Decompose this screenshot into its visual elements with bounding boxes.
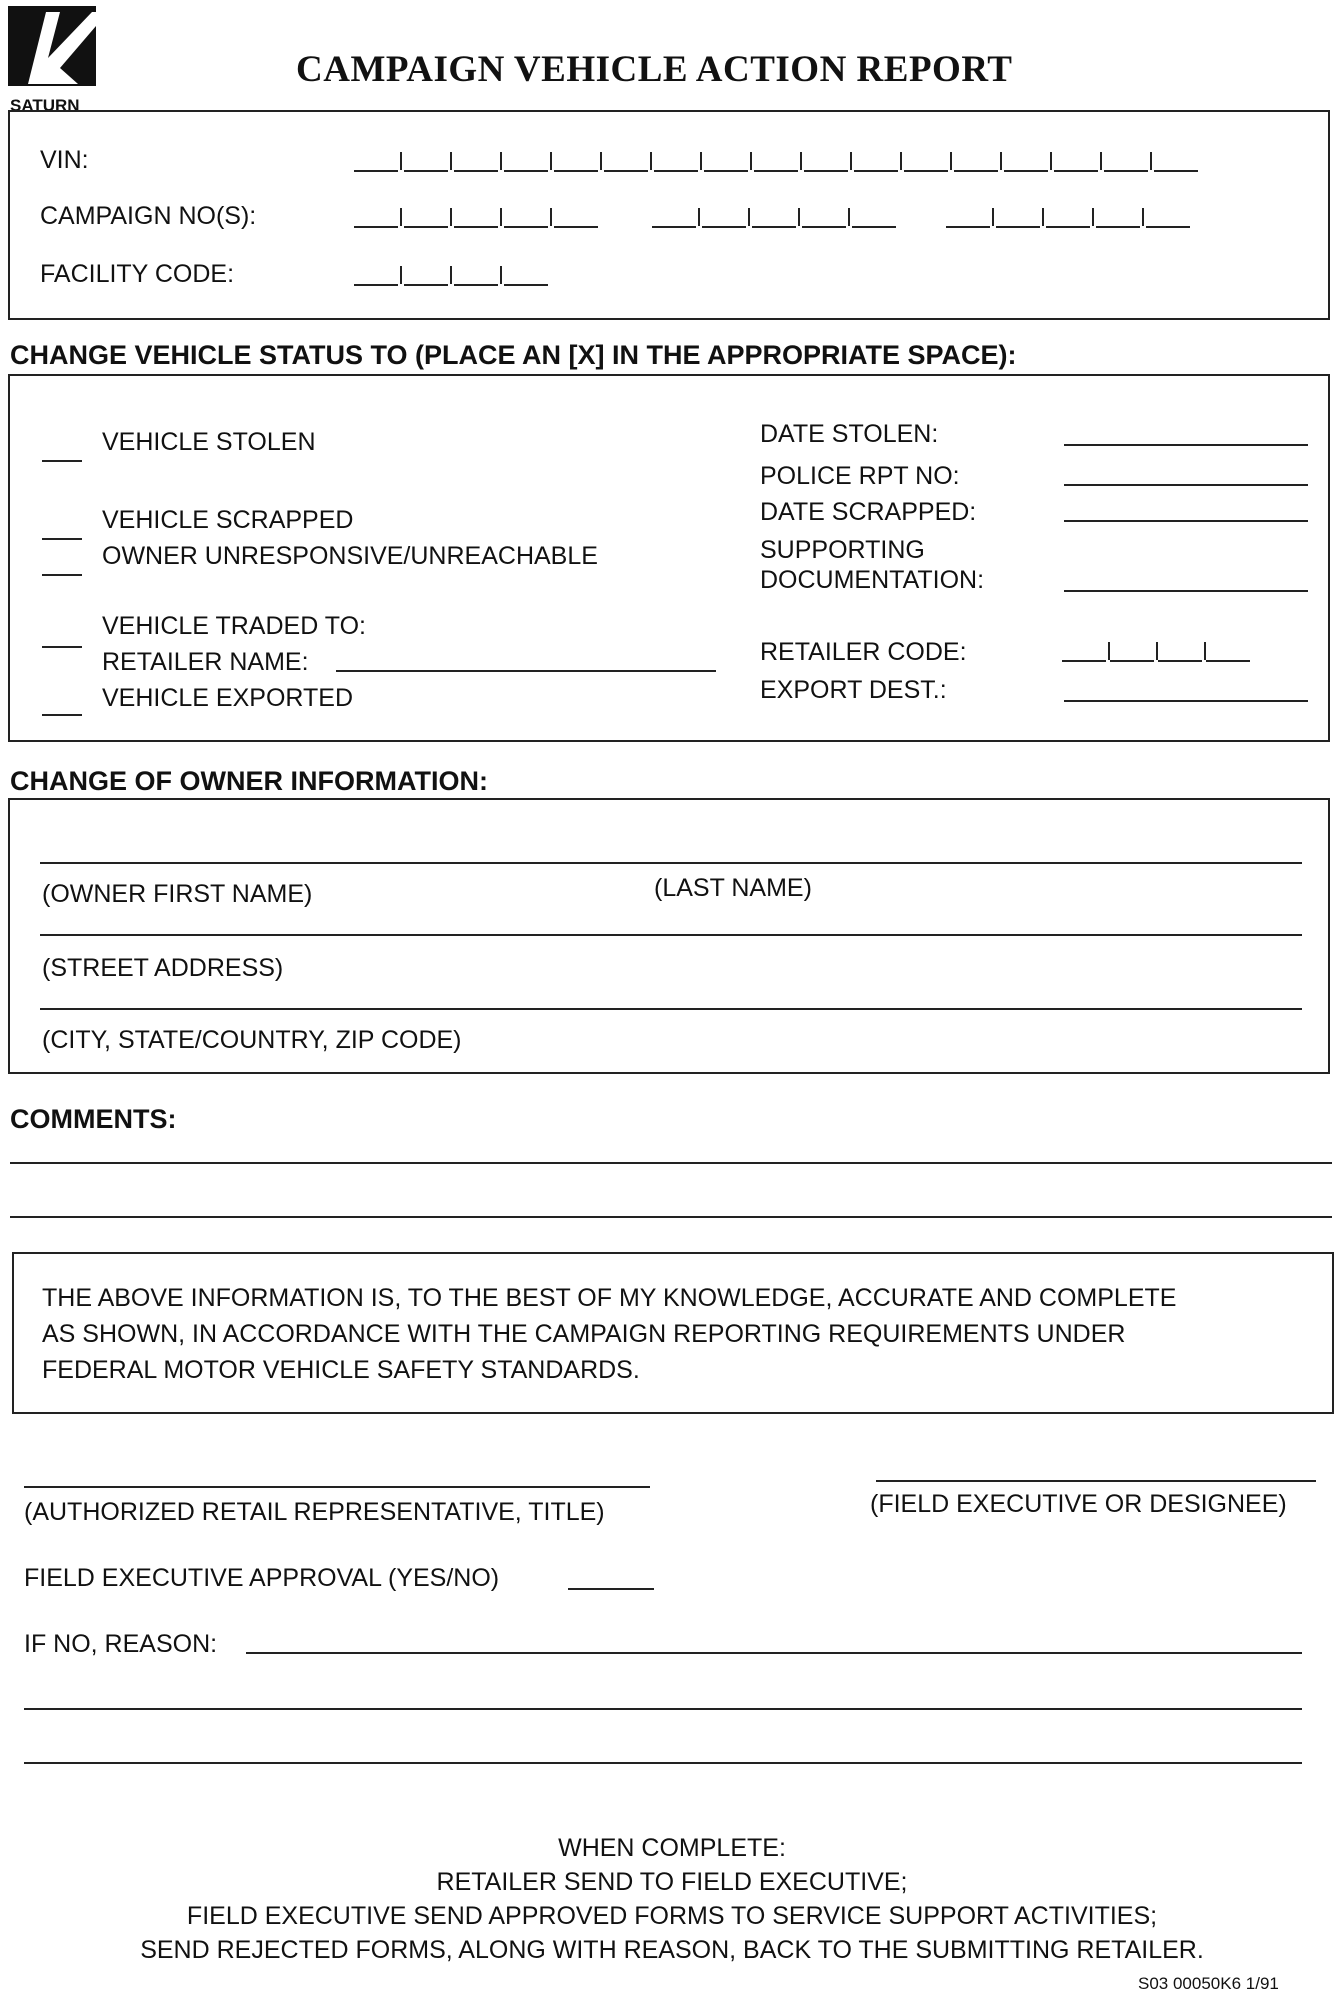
city-line[interactable] (40, 1008, 1302, 1010)
export-dest-label: EXPORT DEST.: (760, 676, 947, 704)
certification-line-1: THE ABOVE INFORMATION IS, TO THE BEST OF MY KNOWLEDGE, ACCURATE AND COMPLETE (42, 1284, 1177, 1312)
saturn-logo-icon (8, 6, 108, 96)
exported-checkbox[interactable] (42, 714, 82, 716)
comments-line-2[interactable] (10, 1216, 1332, 1218)
saturn-logo (8, 6, 108, 96)
street-address-line[interactable] (40, 934, 1302, 936)
retailer-code-field[interactable] (1062, 632, 1250, 662)
stolen-checkbox[interactable] (42, 460, 82, 462)
scrapped-option: VEHICLE SCRAPPED (102, 506, 354, 534)
form-number: S03 00050K6 1/91 (1138, 1974, 1279, 1993)
instructions-line-1: WHEN COMPLETE: (558, 1834, 786, 1862)
owner-name-line[interactable] (40, 862, 1302, 864)
comments-line-1[interactable] (10, 1162, 1332, 1164)
owner-heading: CHANGE OF OWNER INFORMATION: (10, 766, 488, 796)
police-rpt-line[interactable] (1064, 484, 1308, 486)
reason-line-1[interactable] (246, 1652, 1302, 1654)
field-exec-signature-line[interactable] (876, 1480, 1316, 1482)
approval-label: FIELD EXECUTIVE APPROVAL (YES/NO) (24, 1564, 500, 1592)
stolen-option: VEHICLE STOLEN (102, 428, 316, 456)
certification-line-3: FEDERAL MOTOR VEHICLE SAFETY STANDARDS. (42, 1356, 640, 1384)
reason-line-2[interactable] (24, 1708, 1302, 1710)
unresponsive-checkbox[interactable] (42, 574, 82, 576)
certification-line-2: AS SHOWN, IN ACCORDANCE WITH THE CAMPAIGN REPORTING REQUIREMENTS UNDER (42, 1320, 1126, 1348)
unresponsive-option: OWNER UNRESPONSIVE/UNREACHABLE (102, 542, 598, 570)
retail-rep-label: (AUTHORIZED RETAIL REPRESENTATIVE, TITLE) (24, 1498, 605, 1526)
campaign-field-3[interactable] (946, 198, 1190, 228)
campaign-label: CAMPAIGN NO(S): (40, 202, 257, 230)
documentation-label: DOCUMENTATION: (760, 566, 985, 594)
reason-label: IF NO, REASON: (24, 1630, 218, 1658)
owner-last-name-label: (LAST NAME) (654, 874, 812, 902)
facility-field[interactable] (354, 256, 548, 286)
instructions-line-2: RETAILER SEND TO FIELD EXECUTIVE; (436, 1868, 908, 1896)
export-dest-line[interactable] (1064, 700, 1308, 702)
city-label: (CITY, STATE/COUNTRY, ZIP CODE) (42, 1026, 462, 1054)
comments-heading: COMMENTS: (10, 1104, 177, 1134)
brand-name: SATURN (10, 96, 80, 115)
police-rpt-label: POLICE RPT NO: (760, 462, 960, 490)
campaign-field-2[interactable] (652, 198, 896, 228)
date-scrapped-label: DATE SCRAPPED: (760, 498, 977, 526)
status-heading: CHANGE VEHICLE STATUS TO (PLACE AN [X] IN THE APPROPRIATE SPACE): (10, 340, 1017, 370)
scrapped-checkbox[interactable] (42, 538, 82, 540)
traded-checkbox[interactable] (42, 646, 82, 648)
vin-field[interactable] (354, 142, 1198, 172)
reason-line-3[interactable] (24, 1762, 1302, 1764)
retailer-name-line[interactable] (336, 670, 716, 672)
vin-label: VIN: (40, 146, 89, 174)
date-stolen-line[interactable] (1064, 444, 1308, 446)
supporting-label: SUPPORTING (760, 536, 925, 564)
campaign-field-1[interactable] (354, 198, 598, 228)
retailer-code-label: RETAILER CODE: (760, 638, 967, 666)
page-title: CAMPAIGN VEHICLE ACTION REPORT (296, 49, 1013, 90)
retail-rep-signature-line[interactable] (24, 1486, 650, 1488)
instructions-line-4: SEND REJECTED FORMS, ALONG WITH REASON, BACK TO THE SUBMITTING RETAILER. (140, 1936, 1204, 1964)
facility-label: FACILITY CODE: (40, 260, 235, 288)
owner-first-name-label: (OWNER FIRST NAME) (42, 880, 313, 908)
approval-line[interactable] (568, 1588, 654, 1590)
street-address-label: (STREET ADDRESS) (42, 954, 284, 982)
instructions-line-3: FIELD EXECUTIVE SEND APPROVED FORMS TO SERVICE SUPPORT ACTIVITIES; (186, 1902, 1158, 1930)
traded-option: VEHICLE TRADED TO: (102, 612, 366, 640)
date-stolen-label: DATE STOLEN: (760, 420, 939, 448)
date-scrapped-line[interactable] (1064, 520, 1308, 522)
retailer-name-label: RETAILER NAME: (102, 648, 309, 676)
field-exec-label: (FIELD EXECUTIVE OR DESIGNEE) (870, 1490, 1287, 1518)
exported-option: VEHICLE EXPORTED (102, 684, 354, 712)
documentation-line[interactable] (1064, 590, 1308, 592)
